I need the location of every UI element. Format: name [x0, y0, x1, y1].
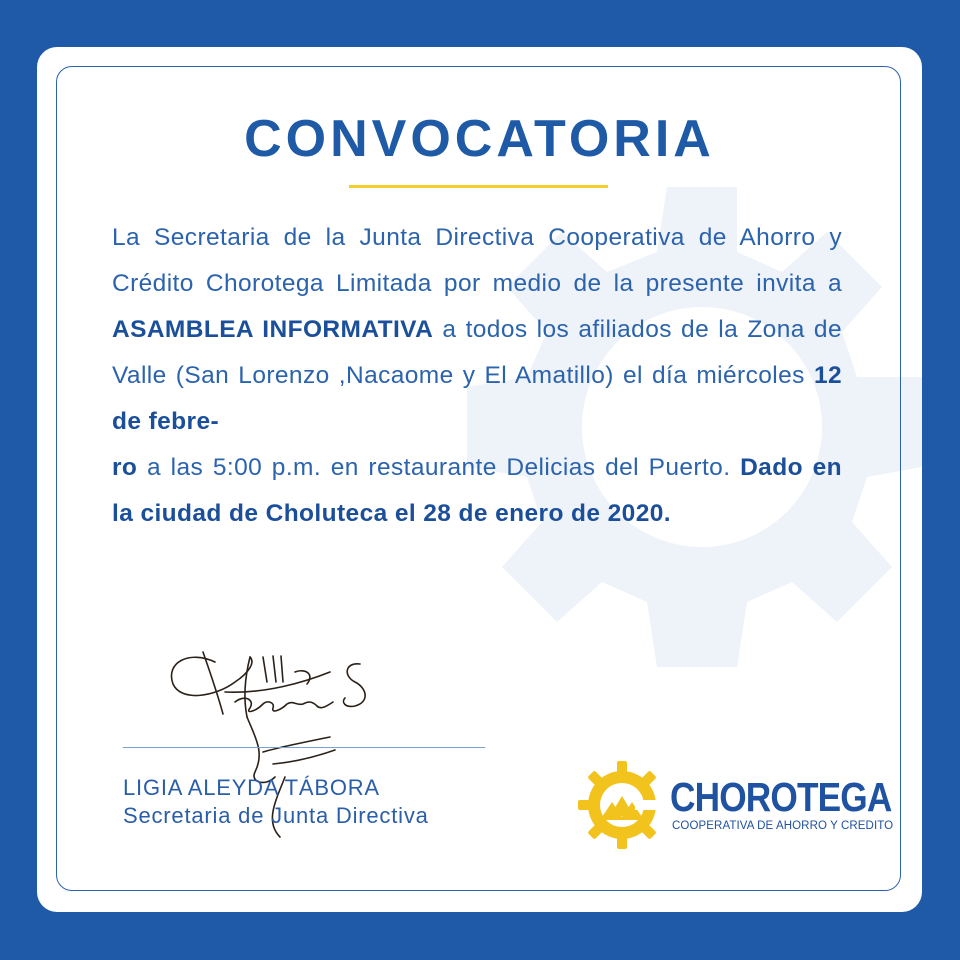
body-time-place: a las 5:00 p.m. en restaurante Delicias del Puerto. — [137, 454, 741, 481]
event-date-part1: 12 de febre- — [112, 362, 842, 435]
event-date-part2: ro — [112, 454, 138, 481]
logo-tagline: COOPERATIVA DE AHORRO Y CREDITO — [672, 820, 894, 832]
notice-card — [37, 47, 922, 912]
notice-body — [112, 215, 842, 537]
signature-line — [123, 747, 485, 748]
signer-name: LIGIA ALEYDA TÁBORA — [123, 775, 380, 800]
page-title: CONVOCATORIA — [244, 110, 715, 168]
gear-mountain-icon — [577, 760, 667, 850]
title-underline — [349, 185, 608, 188]
event-name: ASAMBLEA INFORMATIVA — [112, 316, 434, 343]
closing-statement: Dado en la ciudad de Choluteca el 28 de enero de 2020. — [112, 454, 842, 527]
logo-name: CHOROTEGA — [670, 774, 892, 820]
chorotega-logo — [577, 760, 894, 850]
body-intro: La Secretaria de la Junta Directiva Cooperativa de Ahorro y Crédito Chorotega Limitada por medio de la presente invita a — [112, 224, 842, 297]
signer-role: Secretaria de Junta Directiva — [123, 803, 429, 828]
body-audience: a todos los afiliados de la Zona de Valle (San Lorenzo ,Nacaome y El Amatillo) el día miércoles — [112, 316, 842, 389]
